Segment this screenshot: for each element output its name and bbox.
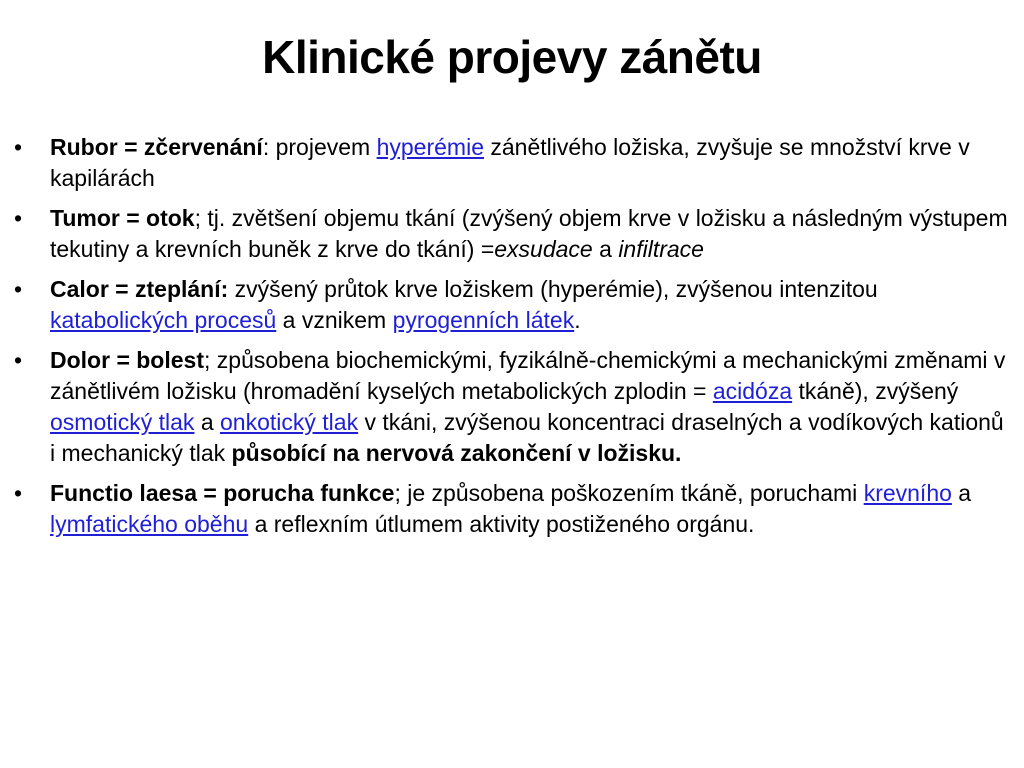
link-krevni[interactable]: krevního (863, 480, 952, 506)
term-calor: Calor = zteplání: (50, 276, 229, 302)
emphasis-nervova-zakonceni: působící na nervová zakončení v ložisku. (231, 440, 682, 466)
text: : projevem (262, 134, 377, 160)
link-acidoza[interactable]: acidóza (712, 378, 793, 404)
bullet-calor (14, 274, 1014, 336)
text: tkáně), zvýšený (792, 378, 959, 404)
slide-title: Klinické projevy zánětu (262, 31, 762, 83)
bullet-tumor (14, 203, 1014, 265)
text: a (592, 236, 619, 262)
bullet-rubor (14, 132, 1014, 194)
term-functio-laesa: Functio laesa = porucha funkce (50, 480, 395, 506)
link-osmoticky-tlak[interactable]: osmotický tlak (50, 409, 195, 435)
text: ; je způsobena poškozením tkáně, poruchami (394, 480, 864, 506)
link-pyrogenni-latky[interactable]: pyrogenních látek (392, 307, 575, 333)
text: zvýšený průtok krve ložiskem (hyperémie), zvýšenou intenzitou (228, 276, 878, 302)
text: ; způsobena biochemickými, fyzikálně-chemickými a mechanickými změnami v zánětlivém ložisku (hromadění kyselých metabolických zplodin = (50, 347, 1006, 404)
bullet-functio-laesa (14, 478, 1014, 540)
term-rubor: Rubor = zčervenání (50, 134, 263, 160)
term-dolor: Dolor = bolest (50, 347, 204, 373)
link-hyperemie[interactable]: hyperémie (376, 134, 484, 160)
text: zánětlivého ložiska, zvyšuje se množství krve v kapilárách (50, 134, 970, 191)
text: . (574, 307, 581, 333)
text: a vznikem (276, 307, 393, 333)
bullet-dot-icon: • (14, 276, 23, 302)
link-katabolicke-procesy[interactable]: katabolických procesů (50, 307, 277, 333)
term-exsudace: exsudace (494, 236, 593, 262)
bullet-dot-icon: • (14, 347, 23, 373)
bullet-dot-icon: • (14, 134, 23, 160)
bullet-dot-icon: • (14, 205, 23, 231)
link-lymfaticky-obeh[interactable]: lymfatického oběhu (50, 511, 249, 537)
text: a reflexním útlumem aktivity postiženého orgánu. (248, 511, 755, 537)
bullet-list (14, 132, 1014, 549)
term-tumor: Tumor = otok (50, 205, 195, 231)
link-onkoticky-tlak[interactable]: onkotický tlak (220, 409, 359, 435)
text: v tkáni, zvýšenou koncentraci draselných a vodíkových kationů i mechanický tlak (50, 409, 1004, 466)
term-infiltrace: infiltrace (618, 236, 704, 262)
text: a (194, 409, 221, 435)
text: ; tj. zvětšení objemu tkání (zvýšený objem krve v ložisku a následným výstupem tekutiny a krevních buněk z krve do tkání) = (50, 205, 1008, 262)
bullet-dolor (14, 345, 1014, 469)
bullet-dot-icon: • (14, 480, 23, 506)
text: a (951, 480, 972, 506)
